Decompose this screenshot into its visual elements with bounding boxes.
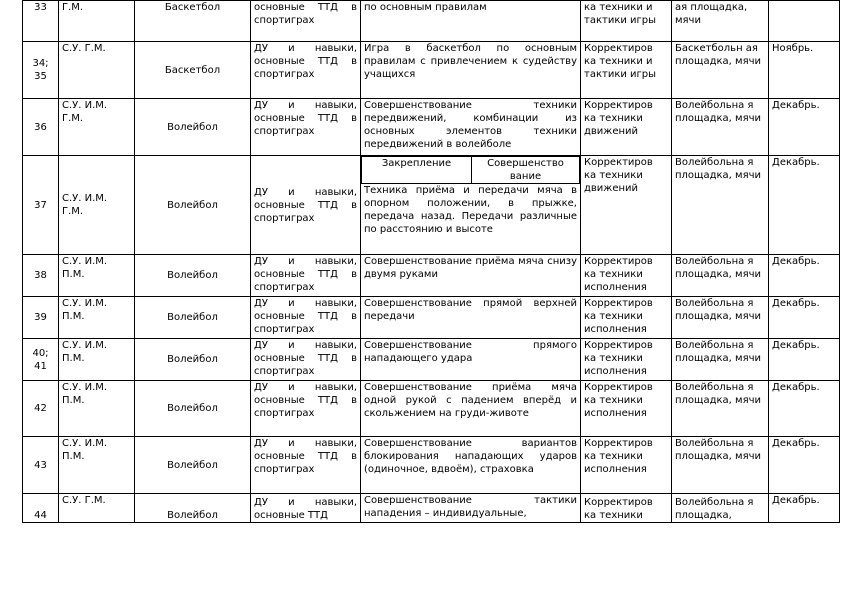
- month-cell: Ноябрь.: [769, 42, 840, 99]
- skills-cell: ДУ и навыки, основные ТТД в спортиграх: [251, 156, 361, 255]
- equipment-cell: Волейбольна я площадка, мячи: [672, 381, 769, 437]
- subheader-consolidation: Закрепление: [362, 157, 472, 184]
- teacher-cell: С.У. И.М. П.М.: [59, 297, 135, 339]
- sport-cell: Баскетбол: [135, 42, 251, 99]
- control-cell: Корректиров ка техники движений: [581, 99, 672, 156]
- teacher-cell: С.У. И.М. Г.М.: [59, 99, 135, 156]
- equipment-cell: Волейбольна я площадка, мячи: [672, 297, 769, 339]
- control-cell: ка техники и тактики игры: [581, 1, 672, 42]
- content-cell: Совершенствование приёма мяча снизу двумя руками: [361, 255, 581, 297]
- sport-cell: Волейбол: [135, 437, 251, 494]
- skills-cell: ДУ и навыки, основные ТТД в спортиграх: [251, 437, 361, 494]
- content-cell: Игра в баскетбол по основным правилам с привлечением к судейству учащихся: [361, 42, 581, 99]
- month-cell: Декабрь.: [769, 255, 840, 297]
- equipment-cell: Баскетбольн ая площадка, мячи: [672, 42, 769, 99]
- lesson-number: 43: [23, 437, 59, 494]
- teacher-cell: Г.М.: [59, 1, 135, 42]
- table-row: [23, 99, 840, 156]
- content-cell: по основным правилам: [361, 1, 581, 42]
- sport-cell: Волейбол: [135, 99, 251, 156]
- table-row: [23, 437, 840, 494]
- content-cell: Совершенствование тактики нападения – индивидуальные,: [361, 494, 581, 523]
- skills-cell: ДУ и навыки, основные ТТД в спортиграх: [251, 339, 361, 381]
- month-cell: [769, 1, 840, 42]
- table-row: [23, 156, 840, 255]
- lesson-number: 34; 35: [23, 42, 59, 99]
- table-row: [23, 494, 840, 523]
- equipment-cell: Волейбольна я площадка, мячи: [672, 255, 769, 297]
- sport-cell: Волейбол: [135, 255, 251, 297]
- control-cell: Корректиров ка техники движений: [581, 156, 672, 255]
- lesson-number: 36: [23, 99, 59, 156]
- content-cell: Совершенствование прямой верхней передачи: [361, 297, 581, 339]
- lesson-number: 38: [23, 255, 59, 297]
- skills-cell: ДУ и навыки, основные ТТД в спортиграх: [251, 99, 361, 156]
- lesson-number: 40; 41: [23, 339, 59, 381]
- lesson-number: 42: [23, 381, 59, 437]
- equipment-cell: Волейбольна я площадка, мячи: [672, 156, 769, 255]
- equipment-cell: Волейбольна я площадка, мячи: [672, 99, 769, 156]
- control-cell: Корректиров ка техники исполнения: [581, 297, 672, 339]
- lesson-plan-table: [22, 0, 840, 523]
- month-cell: Декабрь.: [769, 381, 840, 437]
- content-text: Техника приёма и передачи мяча в опорном положении, в прыжке, передача назад. Передачи различные по расстоянию и высоте: [364, 185, 577, 235]
- equipment-cell: Волейбольна я площадка, мячи: [672, 437, 769, 494]
- month-cell: Декабрь.: [769, 99, 840, 156]
- control-cell: Корректиров ка техники: [581, 494, 672, 523]
- month-cell: Декабрь.: [769, 339, 840, 381]
- control-cell: Корректиров ка техники исполнения: [581, 381, 672, 437]
- month-cell: Декабрь.: [769, 437, 840, 494]
- control-cell: Корректиров ка техники исполнения: [581, 437, 672, 494]
- sport-cell: Волейбол: [135, 339, 251, 381]
- table-row: [23, 255, 840, 297]
- skills-cell: основные ТТД в спортиграх: [251, 1, 361, 42]
- subheader-improvement: Совершенство вание: [472, 157, 580, 184]
- content-subtable: [361, 156, 580, 184]
- lesson-number: 39: [23, 297, 59, 339]
- content-cell: Совершенствование техники передвижений, комбинации из основных элементов техники передвижений в волейболе: [361, 99, 581, 156]
- table-row: [23, 42, 840, 99]
- equipment-cell: Волейбольна я площадка, мячи: [672, 339, 769, 381]
- control-cell: Корректиров ка техники и тактики игры: [581, 42, 672, 99]
- control-cell: Корректиров ка техники исполнения: [581, 255, 672, 297]
- skills-cell: ДУ и навыки, основные ТТД в спортиграх: [251, 381, 361, 437]
- skills-cell: ДУ и навыки, основные ТТД: [251, 494, 361, 523]
- teacher-cell: С.У. И.М. П.М.: [59, 339, 135, 381]
- month-cell: Декабрь.: [769, 297, 840, 339]
- teacher-cell: С.У. Г.М.: [59, 42, 135, 99]
- table-row: [23, 381, 840, 437]
- skills-cell: ДУ и навыки, основные ТТД в спортиграх: [251, 297, 361, 339]
- sport-cell: Волейбол: [135, 381, 251, 437]
- skills-cell: ДУ и навыки, основные ТТД в спортиграх: [251, 255, 361, 297]
- content-cell: Совершенствование вариантов блокирования нападающих ударов (одиночное, вдвоём), страховка: [361, 437, 581, 494]
- skills-cell: ДУ и навыки, основные ТТД в спортиграх: [251, 42, 361, 99]
- lesson-number: 33: [23, 1, 59, 42]
- teacher-cell: С.У. И.М. Г.М.: [59, 156, 135, 255]
- sport-cell: Баскетбол: [135, 1, 251, 42]
- month-cell: Декабрь.: [769, 494, 840, 523]
- content-cell: Совершенствование приёма мяча одной рукой с падением вперёд и скольжением на груди-животе: [361, 381, 581, 437]
- sport-cell: Волейбол: [135, 494, 251, 523]
- content-cell: Совершенствование прямого нападающего удара: [361, 339, 581, 381]
- sport-cell: Волейбол: [135, 297, 251, 339]
- control-cell: Корректиров ка техники исполнения: [581, 339, 672, 381]
- teacher-cell: С.У. И.М. П.М.: [59, 255, 135, 297]
- lesson-number: 44: [23, 494, 59, 523]
- equipment-cell: ая площадка, мячи: [672, 1, 769, 42]
- teacher-cell: С.У. Г.М.: [59, 494, 135, 523]
- sport-cell: Волейбол: [135, 156, 251, 255]
- table-row: [23, 297, 840, 339]
- lesson-number: 37: [23, 156, 59, 255]
- equipment-cell: Волейбольна я площадка,: [672, 494, 769, 523]
- content-cell: [361, 156, 581, 255]
- month-cell: Декабрь.: [769, 156, 840, 255]
- teacher-cell: С.У. И.М. П.М.: [59, 437, 135, 494]
- table-row: [23, 1, 840, 42]
- table-row: [23, 339, 840, 381]
- teacher-cell: С.У. И.М. П.М.: [59, 381, 135, 437]
